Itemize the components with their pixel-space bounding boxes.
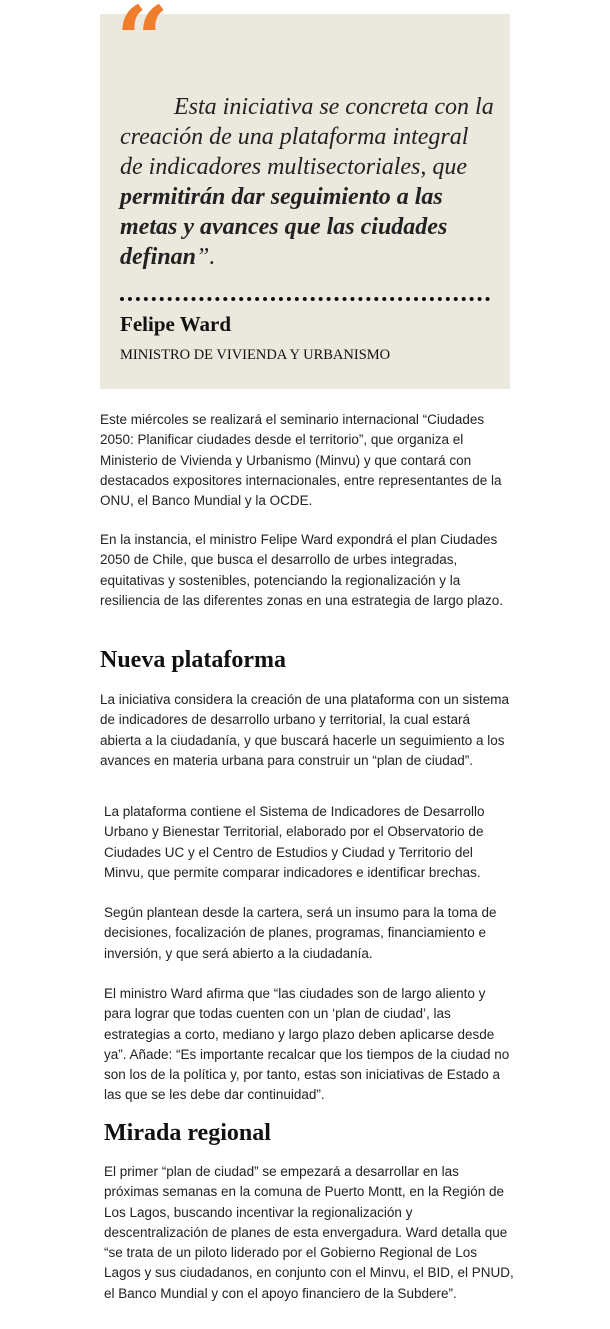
quote-text [120, 92, 496, 272]
article-paragraph-4: La plataforma contiene el Sistema de Indicadores de Desarrollo Urbano y Bienestar Territorial, elaborado por el Observatorio de Ciudades UC y el Centro de Estudios y Ciudad y Territorio del Minvu, que permite comparar indicadores e identificar brechas. [104, 804, 485, 880]
dotted-divider [120, 297, 490, 305]
quote-text-intro: Esta iniciativa se concreta con la creación de una plataforma integral de indicadores multisectoriales, que [120, 94, 494, 180]
section-heading-mirada-regional: Mirada regional [104, 1120, 271, 1146]
quote-text-end: ”. [196, 244, 216, 270]
quote-text-bold: permitirán dar seguimiento a las metas y avances que las ciudades definan [120, 184, 448, 270]
pull-quote [100, 0, 510, 389]
quote-mark-icon: “ [116, 0, 169, 94]
article-paragraph-3: La iniciativa considera la creación de una plataforma con un sistema de indicadores de desarrollo urbano y territorial, la cual estará abierta a la ciudadanía, y que buscará hacerle un seguimiento a los avances en materia urbana para construir un “plan de ciudad”. [100, 692, 509, 768]
article-paragraph-5: Según plantean desde la cartera, será un insumo para la toma de decisiones, focalización de planes, programas, financiamiento e inversión, y que será abierto a la ciudadanía. [104, 905, 497, 961]
article-paragraph-7: El primer “plan de ciudad” se empezará a desarrollar en las próximas semanas en la comuna de Puerto Montt, en la Región de Los Lagos, buscando incentivar la regionalización y descentralización de planes de esta envergadura. Ward detalla que “se trata de un piloto liderado por el Gobierno Regional de Los Lagos y sus ciudadanos, en conjunto con el Minvu, el BID, el PNUD, el Banco Mundial y con el apoyo financiero de la Subdere”. [104, 1164, 514, 1301]
quote-author-name: Felipe Ward [120, 312, 232, 336]
quote-author-title: MINISTRO DE VIVIENDA Y URBANISMO [120, 347, 391, 363]
article-paragraph-1: Este miércoles se realizará el seminario internacional “Ciudades 2050: Planificar ciudades desde el territorio”, que organiza el Ministerio de Vivienda y Urbanismo (Minvu) y que contará con destacados expositores internacionales, entre representantes de la ONU, el Banco Mundial y la OCDE. [100, 412, 502, 509]
article-paragraph-6: El ministro Ward afirma que “las ciudades son de largo aliento y para lograr que todas cuenten con un ‘plan de ciudad’, las estrategias a corto, mediano y largo plazo deben aplicarse desde ya”. Añade: “Es importante recalcar que los tiempos de la ciudad no son los de la política y, por tanto, estas son iniciativas de Estado a las que se les debe dar continuidad”. [104, 986, 510, 1103]
section-heading-nueva-plataforma: Nueva plataforma [100, 647, 286, 673]
article-paragraph-2: En la instancia, el ministro Felipe Ward expondrá el plan Ciudades 2050 de Chile, que busca el desarrollo de urbes integradas, equitativas y sostenibles, potenciando la regionalización y la resiliencia de las diferentes zonas en una estrategia de largo plazo. [100, 532, 504, 608]
